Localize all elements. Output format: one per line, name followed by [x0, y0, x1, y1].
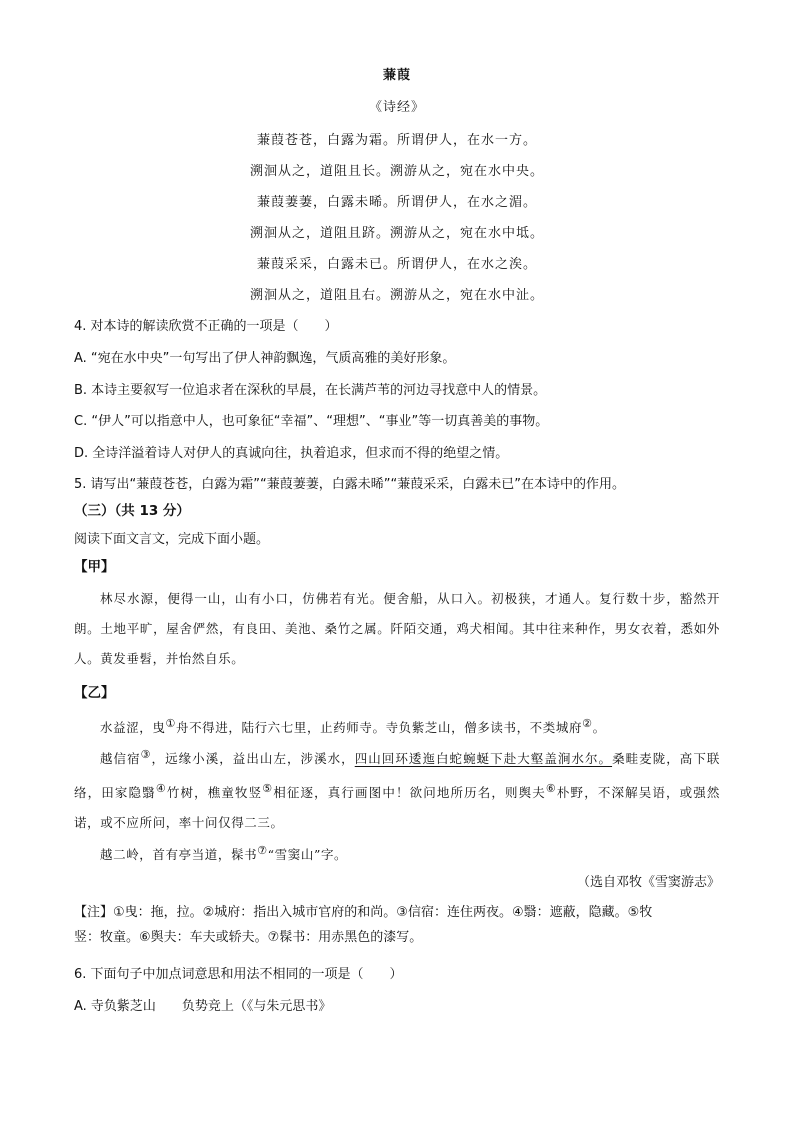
- text-segment: 水益涩，曳: [100, 720, 166, 736]
- passage-yi-paragraph-3: [74, 836, 720, 870]
- question-4-stem: 4. 对本诗的解读欣赏不正确的一项是（ ）: [74, 319, 338, 334]
- footnote-line: 竖：牧童。⑥舆夫：车夫或轿夫。⑦髹书：用赤黑色的漆写。: [74, 930, 423, 945]
- text-segment: 桑畦麦陇，高下联络，田家隐翳: [74, 751, 720, 801]
- question-5-stem: 5. 请写出“蒹葭苍苍，白露为霜”“蒹葭萋萋，白露未晞”“蒹葭采采，白露未已”在本诗中的作用。: [74, 477, 625, 492]
- text-segment: 舟不得进，陆行六七里，止药师寺。寺负紫芝山，僧多读书，不类城府: [175, 720, 583, 736]
- text-segment: 朴野，不深解吴语，或强然诺，或不应所问，率十问仅得二三。: [74, 785, 720, 831]
- poem-line: 溯洄从之，道阻且长。溯游从之，宛在水中央。: [249, 164, 544, 179]
- footnote-line: 【注】①曳：拖，拉。②城府：指出入城市官府的和尚。③信宿：连住两夜。④翳：遮蔽，隐藏。⑤牧: [74, 905, 653, 920]
- question-6-option-a: A. 寺负紫芝山 负势竞上（《与朱元思书》: [74, 999, 332, 1014]
- text-segment: 越信宿: [100, 751, 141, 767]
- text-segment: 越二岭，首有亭当道，髹书: [100, 847, 258, 863]
- passage-yi-paragraph-2: [74, 740, 720, 838]
- footnote-marker: ⑦: [257, 844, 268, 857]
- passage-jia-text: 林尽水源，便得一山，山有小口，仿佛若有光。便舍船，从口入。初极狭，才通人。复行数十步，豁然开朗。土地平旷，屋舍俨然，有良田、美池、桑竹之属。阡陌交通，鸡犬相闻。其中往来种作，男女衣着，悉如外人。黄发垂髫，并怡然自乐。: [74, 591, 720, 666]
- text-segment: 。: [592, 720, 606, 736]
- footnote-marker: ⑤: [262, 782, 274, 796]
- poem-line: 溯洄从之，道阻且右。溯游从之，宛在水中沚。: [249, 288, 544, 303]
- text-segment: 竹树，樵童牧竖: [166, 785, 263, 801]
- section-instruction: 阅读下面文言文，完成下面小题。: [74, 532, 270, 547]
- footnote-marker: ③: [140, 748, 152, 761]
- text-segment: 相征逐，真行画图中！欲问地所历名，则舆夫: [273, 785, 546, 801]
- passage-citation: （选自邓牧《雪窦游志》: [576, 875, 720, 890]
- question-4-option-c: C. “伊人”可以指意中人，也可象征“幸福”、“理想”、“事业”等一切真善美的事物。: [74, 414, 549, 429]
- passage-yi-label: 【乙】: [74, 685, 115, 701]
- underlined-sentence: 四山回环逶迤白蛇蜿蜒下赴大壑盖涧水尔。: [354, 751, 613, 767]
- question-6-stem: 6. 下面句子中加点词意思和用法不相同的一项是（ ）: [74, 967, 403, 982]
- footnotes: [74, 900, 724, 950]
- poem-line: 蒹葭苍苍，白露为霜。所谓伊人，在水一方。: [256, 133, 537, 148]
- text-segment: “雪窦山”字。: [267, 847, 348, 863]
- question-4-option-b: B. 本诗主要叙写一位追求者在深秋的早晨，在长满芦苇的河边寻找意中人的情景。: [74, 383, 547, 398]
- question-4-option-a: A. “宛在水中央”一句写出了伊人神韵飘逸，气质高雅的美好形象。: [74, 351, 456, 366]
- question-4-option-d: D. 全诗洋溢着诗人对伊人的真诚向往，执着追求，但求而不得的绝望之情。: [74, 446, 509, 461]
- poem-title: 蒹葭: [382, 68, 411, 83]
- poem-source: 《诗经》: [368, 100, 425, 115]
- footnote-marker: ②: [582, 717, 593, 730]
- section-heading: （三）（共 13 分）: [74, 503, 190, 519]
- passage-jia-label: 【甲】: [74, 559, 115, 575]
- poem-line: 蒹葭采采，白露未已。所谓伊人，在水之涘。: [256, 257, 537, 272]
- footnote-marker: ④: [155, 782, 167, 796]
- text-segment: ，远缘小溪，益出山左，涉溪水，: [151, 751, 355, 767]
- poem-line: 溯洄从之，道阻且跻。溯游从之，宛在水中坻。: [249, 226, 544, 241]
- footnote-marker: ⑥: [545, 782, 557, 796]
- footnote-marker: ①: [165, 717, 176, 730]
- passage-yi-paragraph-1: [74, 709, 720, 743]
- poem-line: 蒹葭萋萋，白露未晞。所谓伊人，在水之湄。: [256, 195, 537, 210]
